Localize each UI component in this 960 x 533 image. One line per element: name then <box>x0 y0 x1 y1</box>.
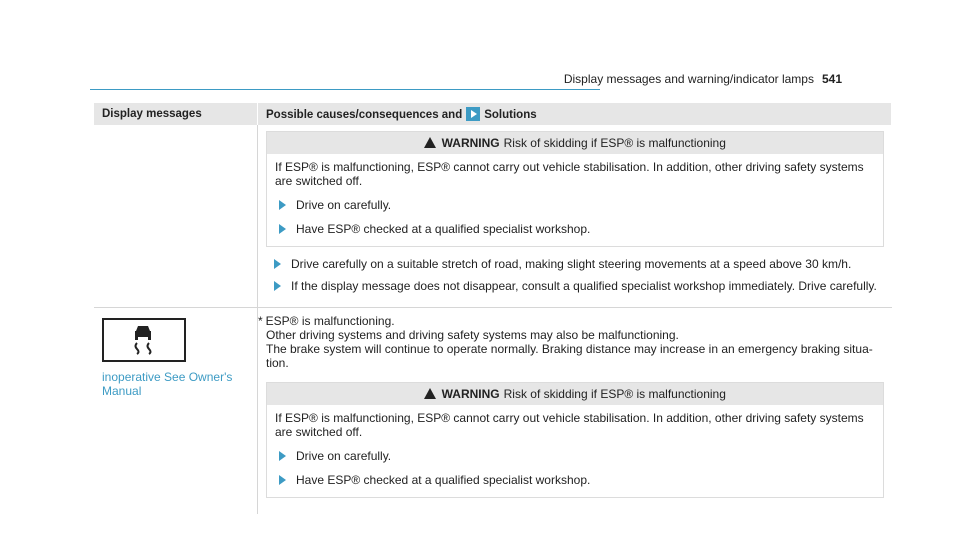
esp-skid-icon <box>102 318 186 362</box>
row2-message-cell <box>94 308 258 515</box>
warning-step: Have ESP® checked at a qualified specialist workshop. <box>275 473 875 487</box>
cause-text: Other driving systems and driving safety systems may also be malfunctioning. <box>266 328 679 342</box>
warning-title: WARNING Risk of skidding if ESP® is malfunctioning <box>267 132 883 154</box>
car-skid-icon <box>132 323 154 355</box>
warning-box <box>266 382 884 498</box>
warning-body: If ESP® is malfunctioning, ESP® cannot carry out vehicle stabilisation. In addition, other driving safety systems are switched off. Drive on carefully. Have ESP® checked at a qualified specialist workshop. <box>267 154 883 246</box>
table-header-row <box>94 103 892 125</box>
row2-causes-cell <box>258 308 892 515</box>
step-arrow-icon <box>279 224 286 234</box>
table-row <box>94 308 892 515</box>
solutions-arrow-icon <box>466 107 480 121</box>
display-messages-table <box>94 103 892 514</box>
row1-causes-cell <box>258 125 892 308</box>
header-rule <box>90 89 600 90</box>
solution-step: Drive carefully on a suitable stretch of road, making slight steering movements at a speed above 30 km/h. <box>274 257 884 271</box>
warning-title: WARNING Risk of skidding if ESP® is malfunctioning <box>267 383 883 405</box>
step-arrow-icon <box>274 259 281 269</box>
header-title: Display messages and warning/indicator lamps <box>563 72 814 86</box>
table-row <box>94 125 892 308</box>
warning-step: Drive on carefully. <box>275 198 875 212</box>
page-header <box>564 72 842 86</box>
solution-step: If the display message does not disappear, consult a qualified specialist workshop immediately. Drive carefully. <box>274 279 884 293</box>
step-arrow-icon <box>274 281 281 291</box>
step-arrow-icon <box>279 451 286 461</box>
warning-step: Have ESP® checked at a qualified specialist workshop. <box>275 222 875 236</box>
warning-body: If ESP® is malfunctioning, ESP® cannot carry out vehicle stabilisation. In addition, other driving safety systems are switched off. Drive on carefully. Have ESP® checked at a qualified specialist workshop. <box>267 405 883 497</box>
step-arrow-icon <box>279 200 286 210</box>
row1-message-cell <box>94 125 258 308</box>
warning-step: Drive on carefully. <box>275 449 875 463</box>
step-arrow-icon <box>279 475 286 485</box>
warning-box <box>266 131 884 247</box>
col-header-causes: Possible causes/consequences and Solutions <box>258 103 892 125</box>
display-message-text: inoperative See Owner's Manual <box>102 370 233 398</box>
warning-triangle-icon <box>424 388 436 399</box>
page-number: 541 <box>821 72 842 86</box>
cause-text: * ESP® is malfunctioning. <box>258 314 395 328</box>
col-header-display-messages: Display messages <box>94 103 258 125</box>
warning-triangle-icon <box>424 137 436 148</box>
cause-text: The brake system will continue to operate normally. Braking distance may increase in an emergency braking situa-tion. <box>266 342 873 370</box>
